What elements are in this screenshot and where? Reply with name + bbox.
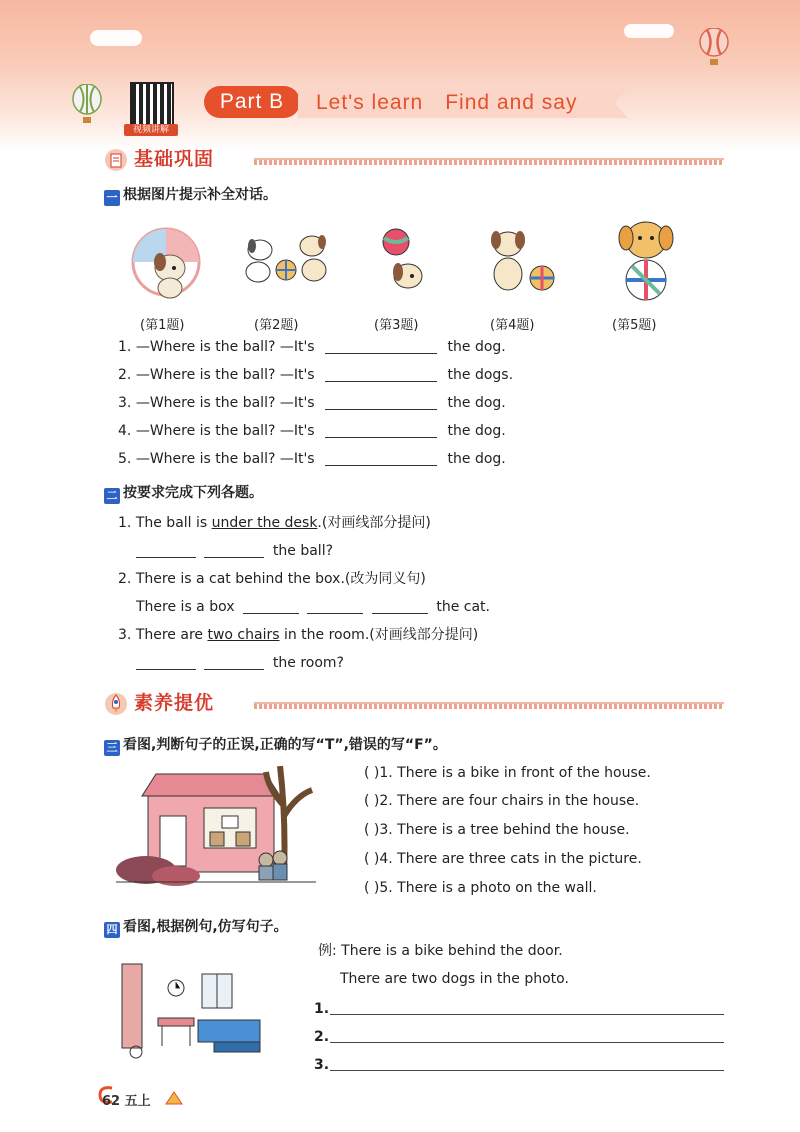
cloud-decoration: [90, 30, 142, 46]
hot-air-balloon-icon: [70, 84, 104, 126]
question-3-title: 三 看图,判断句子的正误,正确的写“T”,错误的写“F”。: [104, 736, 447, 756]
q2-answer-3: the room?: [136, 654, 344, 672]
caption: (第2题): [254, 318, 299, 333]
section-advanced: [104, 690, 724, 716]
write-line-label: 1.: [314, 1001, 330, 1017]
answer-blank[interactable]: [325, 423, 437, 438]
room-scene-picture: [118, 960, 264, 1060]
caption: (第3题): [374, 318, 419, 333]
example-line-1: 例: There is a bike behind the door.: [318, 943, 563, 959]
caption: (第5题): [612, 318, 657, 333]
answer-blank[interactable]: [325, 367, 437, 382]
answer-blank[interactable]: [204, 543, 264, 558]
q3-item: ( )2. There are four chairs in the house.: [364, 793, 640, 809]
question-4-title: 四 看图,根据例句,仿写句子。: [104, 918, 288, 938]
arrow-decoration-icon: [164, 1090, 186, 1106]
answer-blank[interactable]: [372, 599, 428, 614]
q2-item-3: 3. There are two chairs in the room.(对画线部分提问): [118, 627, 479, 643]
section-rule: [254, 702, 724, 709]
house-scene-picture: [116, 766, 316, 890]
figure-ball-between-dogs: [240, 228, 332, 288]
question-number: 四: [104, 922, 120, 938]
writing-line[interactable]: [330, 1014, 724, 1015]
figure-dog-in-ball: [130, 222, 202, 304]
caption: (第1题): [140, 318, 185, 333]
header-background: [0, 0, 800, 150]
q1-item: 3. —Where is the ball? —It's the dog.: [118, 395, 506, 411]
section-rule: [254, 158, 724, 165]
tf-answer-box[interactable]: ( ): [364, 793, 380, 809]
q2-answer-2: There is a box the cat.: [136, 599, 490, 615]
writing-line[interactable]: [330, 1070, 724, 1071]
grade-label: 五上: [124, 1094, 151, 1109]
write-line-label: 3.: [314, 1057, 330, 1073]
page-number: 62: [102, 1094, 121, 1109]
question-2-title: 二 按要求完成下列各题。: [104, 484, 263, 504]
tf-answer-box[interactable]: ( ): [364, 822, 380, 838]
answer-blank[interactable]: [307, 599, 363, 614]
q1-item: 5. —Where is the ball? —It's the dog.: [118, 451, 506, 467]
q3-item: ( )5. There is a photo on the wall.: [364, 880, 597, 896]
page-footer: [102, 1090, 151, 1109]
notebook-icon: [104, 148, 128, 172]
tf-answer-box[interactable]: ( ): [364, 851, 380, 867]
caption: (第4题): [490, 318, 535, 333]
q2-answer-1: the ball?: [136, 542, 333, 560]
figure-dog-on-ball: [608, 214, 686, 302]
answer-blank[interactable]: [243, 599, 299, 614]
cloud-decoration: [624, 24, 674, 38]
answer-blank[interactable]: [325, 395, 437, 410]
qr-label: 视频讲解: [124, 124, 178, 136]
section-title: 基础巩固: [134, 148, 215, 170]
q1-item: 1. —Where is the ball? —It's the dog.: [118, 339, 506, 355]
find-and-say-title: Find and say: [445, 91, 578, 114]
lesson-title: [316, 88, 599, 118]
q3-item: ( )1. There is a bike in front of the house.: [364, 765, 651, 781]
rocket-icon: [104, 692, 128, 716]
answer-blank[interactable]: [204, 655, 264, 670]
question-number: 三: [104, 740, 120, 756]
answer-blank[interactable]: [136, 655, 196, 670]
qr-code-image[interactable]: [130, 82, 174, 126]
write-line-label: 2.: [314, 1029, 330, 1045]
tf-answer-box[interactable]: ( ): [364, 880, 380, 896]
tf-answer-box[interactable]: ( ): [364, 765, 380, 781]
figure-ball-above-dog: [376, 226, 428, 292]
q2-item-2: 2. There is a cat behind the box.(改为同义句): [118, 571, 426, 587]
question-number: 二: [104, 488, 120, 504]
part-tag: Part B: [204, 86, 300, 118]
answer-blank[interactable]: [325, 451, 437, 466]
q1-item: 2. —Where is the ball? —It's the dogs.: [118, 367, 514, 383]
question-number: 一: [104, 190, 120, 206]
q2-item-1: 1. The ball is under the desk.(对画线部分提问): [118, 515, 431, 531]
writing-line[interactable]: [330, 1042, 724, 1043]
example-line-2: There are two dogs in the photo.: [340, 971, 569, 987]
q3-item: ( )3. There is a tree behind the house.: [364, 822, 630, 838]
hot-air-balloon-icon: [696, 28, 732, 68]
answer-blank[interactable]: [325, 339, 437, 354]
question-1-title: 一 根据图片提示补全对话。: [104, 186, 277, 206]
section-title: 素养提优: [134, 692, 215, 714]
q1-item: 4. —Where is the ball? —It's the dog.: [118, 423, 506, 439]
figure-ball-beside-dog: [480, 222, 560, 298]
answer-blank[interactable]: [136, 543, 196, 558]
section-basic: [104, 146, 724, 172]
lets-learn-title: Let's learn: [316, 91, 424, 114]
q3-item: ( )4. There are three cats in the picture.: [364, 851, 642, 867]
